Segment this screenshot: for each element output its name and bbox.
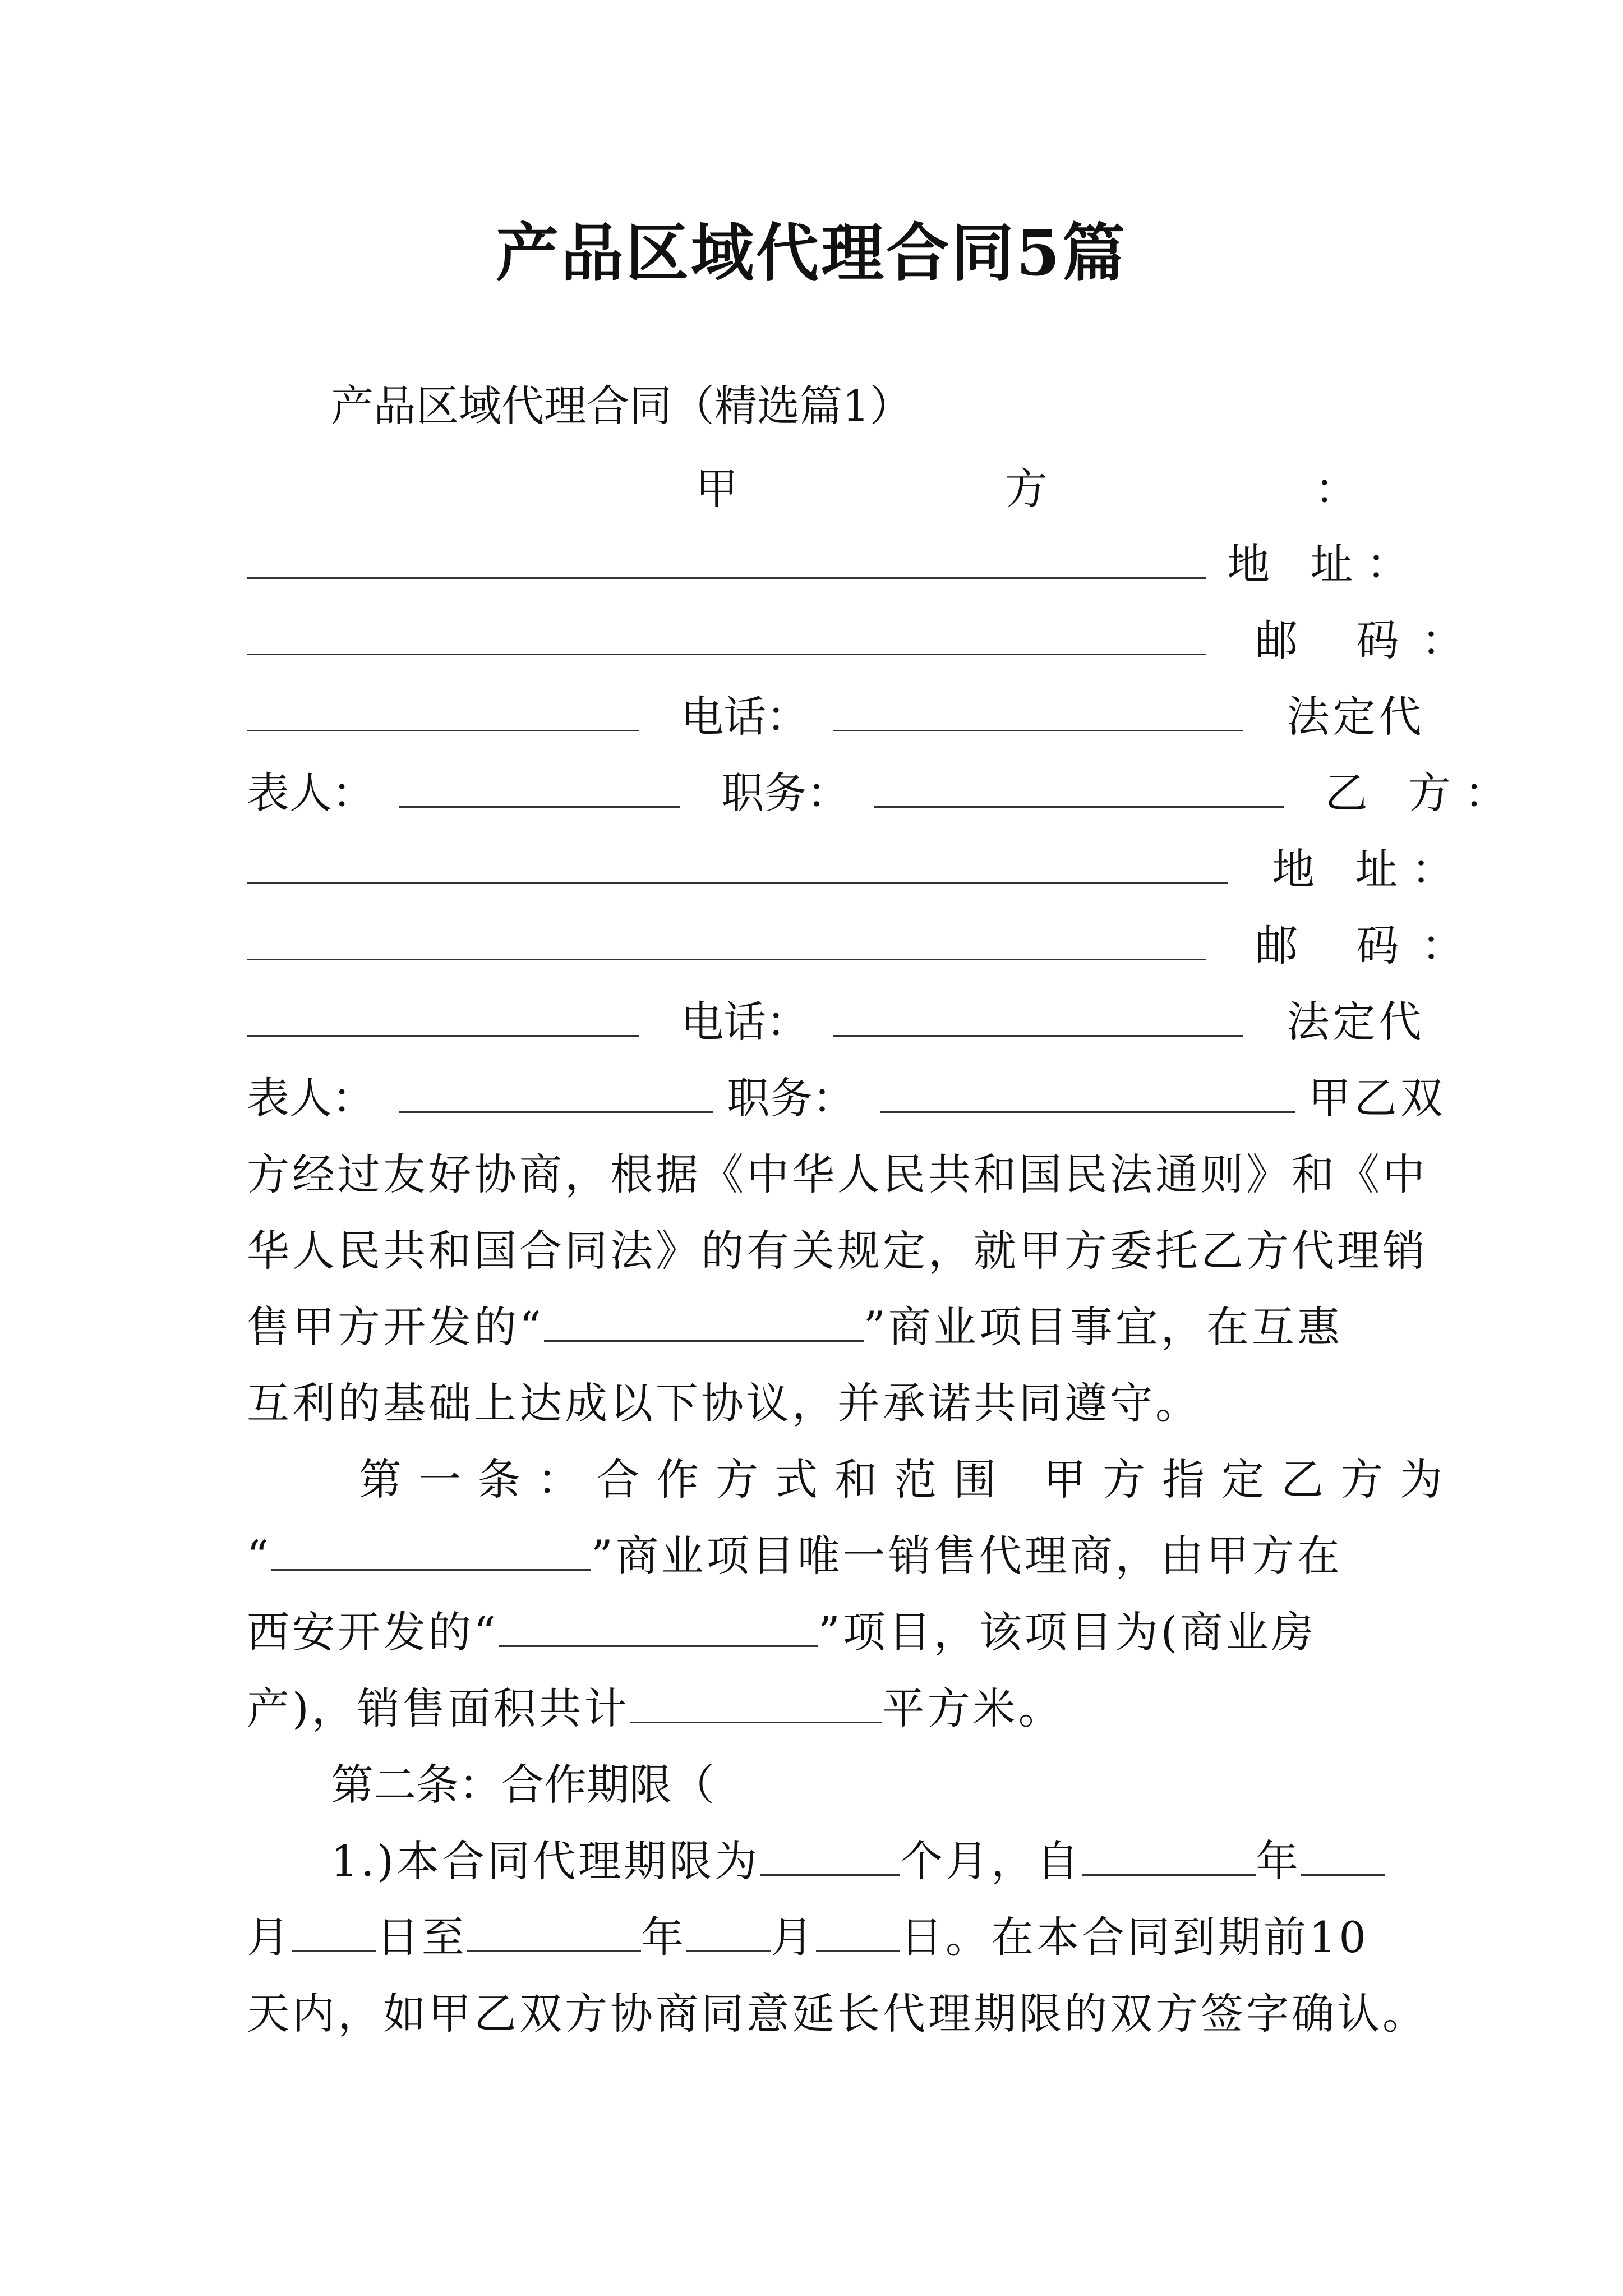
text-segment: 甲方指定乙方为 xyxy=(1043,1455,1460,1504)
position-blank xyxy=(880,1072,1295,1113)
agreement-start: 甲乙双 xyxy=(1308,1073,1446,1123)
party-b-postcode-row xyxy=(247,919,1487,973)
text-segment: 西安开发的“ xyxy=(247,1607,499,1657)
text-segment: 个月，自 xyxy=(900,1836,1082,1886)
project-name-blank xyxy=(499,1606,818,1647)
text-segment: 月 xyxy=(771,1912,816,1962)
article-heading: 第一条：合作方式和范围 xyxy=(359,1455,1013,1504)
position-label: 职务： xyxy=(727,1073,855,1123)
legal-rep-label-end: 表人： xyxy=(247,1073,375,1123)
area-blank xyxy=(630,1682,882,1723)
text-segment: ”商业项目事宜，在互惠 xyxy=(863,1302,1343,1352)
party-a-colon: ： xyxy=(1315,464,1357,514)
position-blank xyxy=(874,767,1284,808)
paragraph-line xyxy=(247,1529,1402,1583)
paragraph-line xyxy=(247,1682,1402,1736)
paragraph-line: 互利的基础上达成以下协议，并承诺共同遵守。 xyxy=(247,1378,1201,1428)
phone-blank xyxy=(833,996,1243,1037)
phone-blank xyxy=(833,691,1243,731)
blank-field xyxy=(247,996,639,1037)
legal-rep-label-end: 表人： xyxy=(247,768,375,818)
party-a-address-row xyxy=(247,537,1423,591)
text-segment: 日。在本合同到期前10 xyxy=(900,1912,1369,1962)
postcode-label: 邮 码： xyxy=(1255,921,1487,970)
text-segment: 年 xyxy=(1256,1836,1302,1886)
party-b-phone-row xyxy=(247,995,1425,1049)
paragraph-line: 天内，如甲乙双方协商同意延长代理期限的双方签字确认。 xyxy=(247,1989,1428,2039)
party-a-char-1: 甲 xyxy=(695,464,738,514)
article-1-heading-row xyxy=(359,1453,1460,1507)
text-segment: 年 xyxy=(641,1912,686,1962)
address-blank xyxy=(247,843,1228,884)
month-blank xyxy=(1301,1835,1385,1876)
paragraph-line xyxy=(247,1300,1402,1354)
text-segment: ”商业项目唯一销售代理商，由甲方在 xyxy=(591,1531,1343,1581)
party-a-phone-row xyxy=(247,690,1425,744)
text-segment: ”项目，该项目为(商业房 xyxy=(818,1607,1317,1657)
text-segment: “ xyxy=(247,1531,271,1581)
text-segment: 日至 xyxy=(376,1912,467,1962)
address-blank xyxy=(247,538,1206,579)
paragraph-line: 华人民共和国合同法》的有关规定，就甲方委托乙方代理销 xyxy=(247,1226,1428,1276)
address-label: 地 址： xyxy=(1272,844,1468,894)
blank-field xyxy=(247,691,639,731)
legal-rep-blank xyxy=(399,767,680,808)
text-segment: 产)，销售面积共计 xyxy=(247,1683,630,1733)
legal-rep-label-start: 法定代 xyxy=(1287,692,1425,742)
postcode-blank xyxy=(247,919,1206,960)
document-title: 产品区域代理合同5篇 xyxy=(496,217,1127,290)
article-heading: 第二条：合作期限（ xyxy=(331,1760,714,1810)
paragraph-line xyxy=(247,1605,1402,1659)
party-b-address-row xyxy=(247,843,1468,896)
party-a-char-2: 方 xyxy=(1005,464,1048,514)
text-segment: 售甲方开发的“ xyxy=(247,1302,544,1352)
phone-label: 电话： xyxy=(681,692,809,742)
months-blank xyxy=(760,1835,900,1876)
postcode-blank xyxy=(247,614,1206,655)
paragraph-line xyxy=(247,1911,1402,1964)
postcode-label: 邮 码： xyxy=(1255,615,1487,665)
address-label: 地 址： xyxy=(1227,539,1423,589)
text-segment: 1.)本合同代理期限为 xyxy=(331,1836,760,1886)
text-segment: 月 xyxy=(247,1912,292,1962)
section-heading: 产品区域代理合同（精选篇1） xyxy=(331,381,912,431)
party-b-label: 乙 方： xyxy=(1325,768,1520,818)
paragraph-line xyxy=(331,1834,1402,1888)
paragraph-line: 方经过友好协商，根据《中华人民共和国民法通则》和《中 xyxy=(247,1149,1428,1199)
year-blank xyxy=(467,1911,641,1952)
legal-rep-label-start: 法定代 xyxy=(1287,997,1425,1047)
month-blank xyxy=(686,1911,771,1952)
position-label: 职务： xyxy=(721,768,850,818)
party-a-rep-row xyxy=(247,766,1520,820)
day-blank xyxy=(292,1911,376,1952)
project-name-blank xyxy=(544,1301,864,1342)
party-a-postcode-row xyxy=(247,614,1487,668)
party-b-rep-row xyxy=(247,1071,1446,1125)
project-name-blank xyxy=(271,1530,591,1571)
text-segment: 平方米。 xyxy=(882,1683,1064,1733)
legal-rep-blank xyxy=(399,1072,713,1113)
party-a-row xyxy=(695,462,1357,516)
phone-label: 电话： xyxy=(681,997,809,1047)
day-blank xyxy=(816,1911,900,1952)
year-blank xyxy=(1082,1835,1256,1876)
